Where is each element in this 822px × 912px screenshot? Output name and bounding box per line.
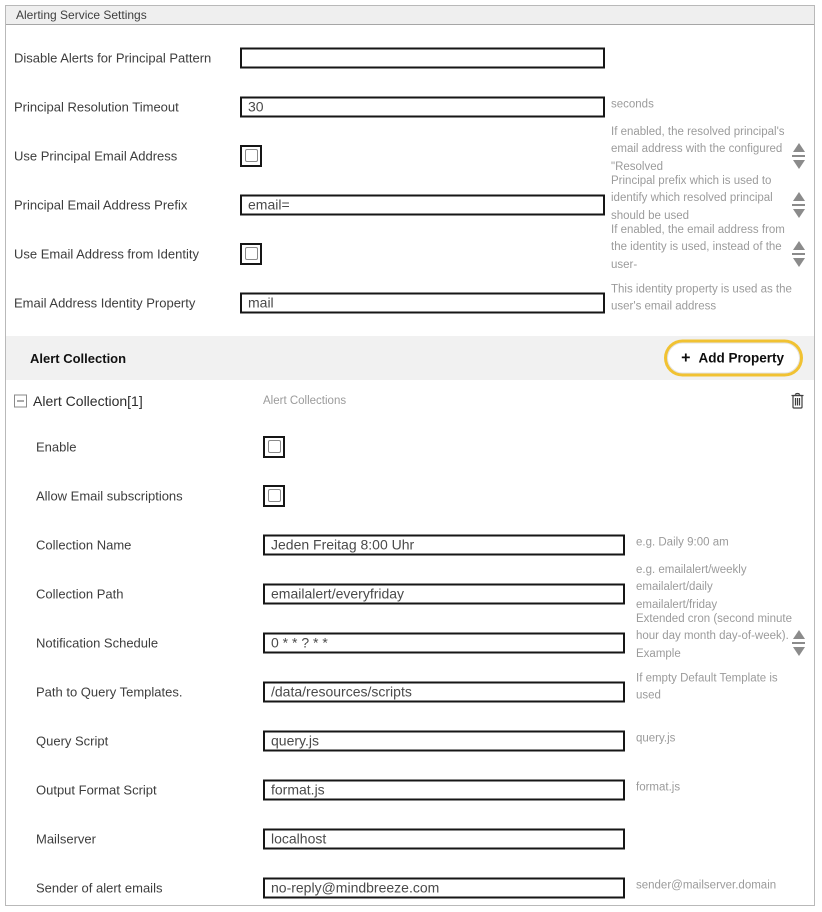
form-row-query-templates-path bbox=[6, 667, 814, 716]
field-label: Allow Email subscriptions bbox=[36, 488, 183, 503]
help-text: Extended cron (second minute hour day month day-of-week). Example bbox=[636, 612, 792, 661]
use-principal-email-checkbox[interactable] bbox=[240, 145, 262, 167]
field-label: Query Script bbox=[36, 733, 109, 748]
help-text: e.g. emailalert/weekly emailalert/daily emailalert/friday bbox=[636, 563, 747, 612]
arrow-down-icon[interactable] bbox=[793, 647, 805, 656]
field-label: Path to Query Templates. bbox=[36, 684, 183, 699]
arrow-divider bbox=[792, 155, 805, 157]
form-row-notification-schedule bbox=[6, 612, 814, 667]
collection-item-header bbox=[6, 380, 814, 422]
delete-collection-button[interactable] bbox=[790, 393, 805, 410]
field-label: Collection Name bbox=[36, 537, 132, 552]
collection-path-input[interactable] bbox=[263, 583, 625, 604]
form-row-query-script bbox=[6, 716, 814, 765]
field-label: Enable bbox=[36, 439, 77, 454]
form-row-enable bbox=[6, 422, 814, 471]
arrow-up-icon[interactable] bbox=[793, 241, 805, 250]
help-scroll-arrows[interactable] bbox=[792, 192, 805, 218]
add-property-label: Add Property bbox=[698, 350, 784, 366]
form-row-mailserver bbox=[6, 814, 814, 863]
field-label: Principal Email Address Prefix bbox=[14, 197, 188, 212]
section-title: Alert Collection bbox=[30, 350, 127, 366]
collection-item-title: Alert Collection[1] bbox=[33, 393, 143, 409]
sender-email-input[interactable] bbox=[263, 877, 625, 898]
query-templates-path-input[interactable] bbox=[263, 681, 625, 702]
form-row-sender-email bbox=[6, 863, 814, 906]
query-script-input[interactable] bbox=[263, 730, 625, 751]
field-label: Collection Path bbox=[36, 586, 124, 601]
field-label: Sender of alert emails bbox=[36, 880, 163, 895]
help-text: If enabled, the resolved principal's email address with the configured "Resolved bbox=[611, 125, 785, 174]
checkbox-box-icon bbox=[245, 149, 258, 162]
trash-icon bbox=[790, 393, 805, 410]
arrow-divider bbox=[792, 204, 805, 206]
collection-name-input[interactable] bbox=[263, 534, 625, 555]
notification-schedule-input[interactable] bbox=[263, 632, 625, 653]
help-text: Principal prefix which is used to identify which resolved principal should be used bbox=[611, 174, 773, 223]
help-text: seconds bbox=[611, 97, 654, 110]
help-text: query.js bbox=[636, 731, 676, 744]
help-text: If enabled, the email address from the identity is used, instead of the user- bbox=[611, 223, 785, 272]
arrow-up-icon[interactable] bbox=[793, 143, 805, 152]
help-scroll-arrows[interactable] bbox=[792, 630, 805, 656]
field-label: Use Principal Email Address bbox=[14, 148, 178, 163]
arrow-up-icon[interactable] bbox=[793, 192, 805, 201]
alert-collection-section-header bbox=[6, 336, 814, 380]
arrow-divider bbox=[792, 253, 805, 255]
collection-item-help: Alert Collections bbox=[263, 395, 347, 407]
field-label: Email Address Identity Property bbox=[14, 295, 196, 310]
use-email-from-identity-checkbox[interactable] bbox=[240, 243, 262, 265]
principal-email-prefix-input[interactable] bbox=[240, 194, 605, 215]
arrow-down-icon[interactable] bbox=[793, 258, 805, 267]
help-text: sender@mailserver.domain bbox=[636, 878, 777, 891]
principal-resolution-timeout-input[interactable] bbox=[240, 96, 605, 117]
enable-checkbox[interactable] bbox=[263, 436, 285, 458]
arrow-down-icon[interactable] bbox=[793, 209, 805, 218]
collapse-toggle[interactable] bbox=[14, 395, 27, 408]
minus-icon bbox=[17, 401, 24, 402]
form-row-allow-email-subscriptions bbox=[6, 471, 814, 520]
help-text: If empty Default Template is used bbox=[636, 672, 778, 702]
checkbox-box-icon bbox=[268, 440, 281, 453]
settings-panel bbox=[5, 5, 815, 906]
output-format-script-input[interactable] bbox=[263, 779, 625, 800]
checkbox-box-icon bbox=[245, 247, 258, 260]
add-property-button[interactable] bbox=[667, 343, 800, 374]
plus-icon: + bbox=[681, 349, 691, 366]
help-text: e.g. Daily 9:00 am bbox=[636, 535, 729, 548]
field-label: Mailserver bbox=[36, 831, 96, 846]
help-scroll-arrows[interactable] bbox=[792, 143, 805, 169]
field-label: Output Format Script bbox=[36, 782, 157, 797]
arrow-divider bbox=[792, 642, 805, 644]
mailserver-input[interactable] bbox=[263, 828, 625, 849]
form-row-disable-alerts bbox=[6, 33, 814, 82]
field-label: Use Email Address from Identity bbox=[14, 246, 199, 261]
panel-title-bar bbox=[6, 6, 814, 25]
disable-alerts-pattern-input[interactable] bbox=[240, 47, 605, 68]
field-label: Principal Resolution Timeout bbox=[14, 99, 179, 114]
panel-title: Alerting Service Settings bbox=[16, 8, 147, 22]
allow-email-subscriptions-checkbox[interactable] bbox=[263, 485, 285, 507]
help-text: This identity property is used as the user's email address bbox=[611, 283, 792, 313]
help-scroll-arrows[interactable] bbox=[792, 241, 805, 267]
email-identity-property-input[interactable] bbox=[240, 292, 605, 313]
arrow-down-icon[interactable] bbox=[793, 160, 805, 169]
arrow-up-icon[interactable] bbox=[793, 630, 805, 639]
checkbox-box-icon bbox=[268, 489, 281, 502]
form-row-output-format-script bbox=[6, 765, 814, 814]
form-row-identity-property bbox=[6, 278, 814, 327]
form-row-use-email-from-identity bbox=[6, 223, 814, 278]
help-text: format.js bbox=[636, 780, 681, 793]
field-label: Notification Schedule bbox=[36, 635, 159, 650]
field-label: Disable Alerts for Principal Pattern bbox=[14, 50, 212, 65]
